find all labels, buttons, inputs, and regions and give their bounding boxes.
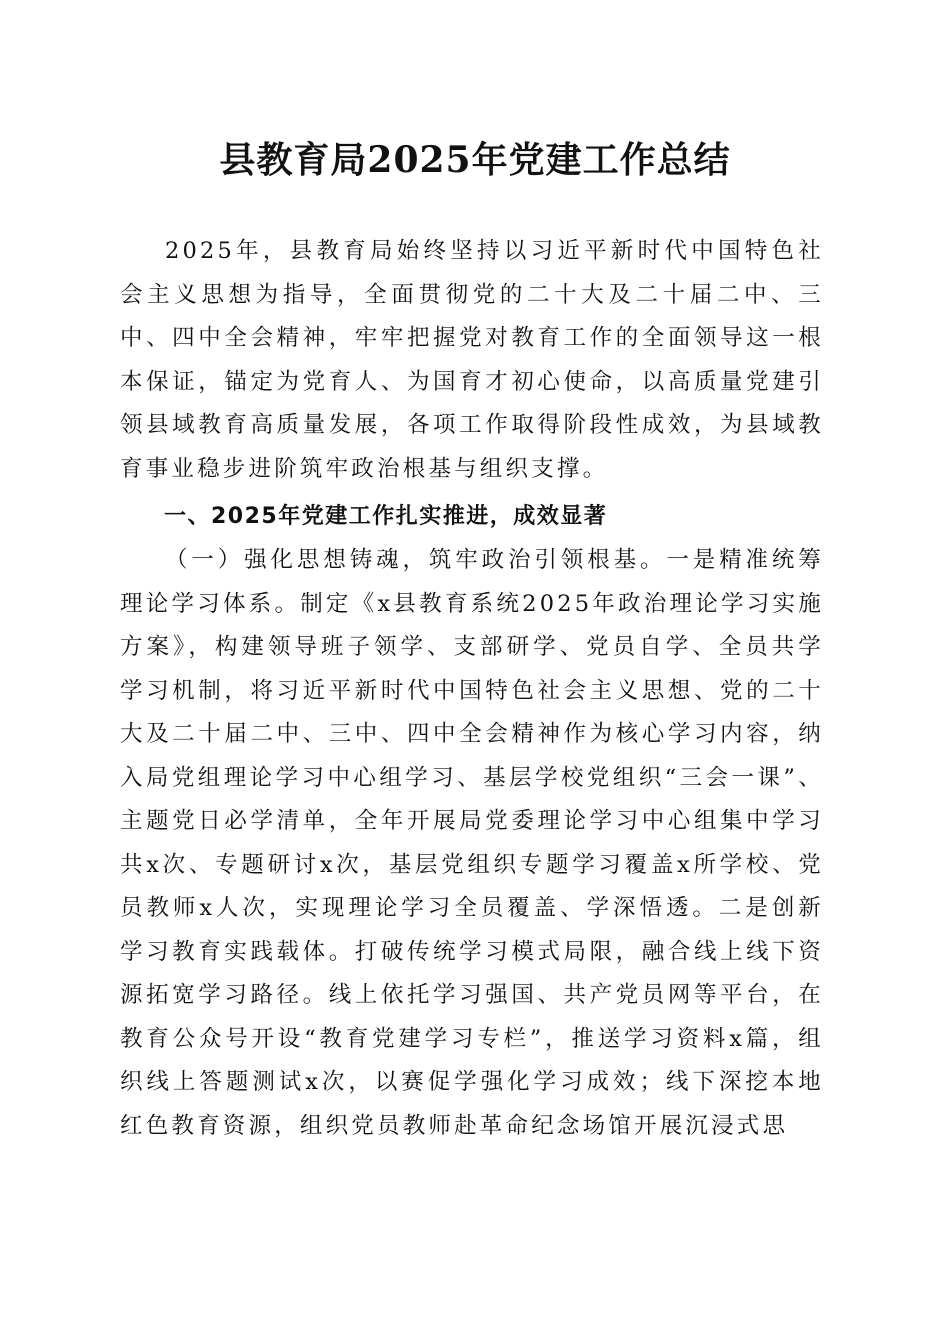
intro-paragraph: 2025年，县教育局始终坚持以习近平新时代中国特色社会主义思想为指导，全面贯彻党的二十大及二十届二中、三中、四中全会精神，牢牢把握党对教育工作的全面领导这一根本保证，锚定为党育人、为国育才初心使命，以高质量党建引领县域教育高质量发展，各项工作取得阶段性成效，为县域教育事业稳步进阶筑牢政治根基与组织支撑。: [120, 238, 824, 482]
section-paragraph: （一）强化思想铸魂，筑牢政治引领根基。一是精准统筹理论学习体系。制定《x县教育系统2025年政治理论学习实施方案》，构建领导班子领学、支部研学、党员自学、全员共学学习机制，将习近平新时代中国特色社会主义思想、党的二十大及二十届二中、三中、四中全会精神作为核心学习内容，纳入局党组理论学习中心组学习、基层学校党组织“三会一课”、主题党日必学清单，全年开展局党委理论学习中心组集中学习共x次、专题研讨x次，基层党组织专题学习覆盖x所学校、党员教师x人次，实现理论学习全员覆盖、学深悟透。二是创新学习教育实践载体。打破传统学习模式局限，融合线上线下资源拓宽学习路径。线上依托学习强国、共产党员网等平台，在教育公众号开设“教育党建学习专栏”，推送学习资料x篇，组织线上答题测试x次，以赛促学强化学习成效；线下深挖本地红色教育资源，组织党员教师赴革命纪念场馆开展沉浸式思: [120, 547, 824, 1139]
document-title: 县教育局2025年党建工作总结: [219, 139, 731, 181]
document-body: [120, 230, 824, 1148]
section-heading: 一、2025年党建工作扎实推进，成效显著: [164, 504, 608, 529]
